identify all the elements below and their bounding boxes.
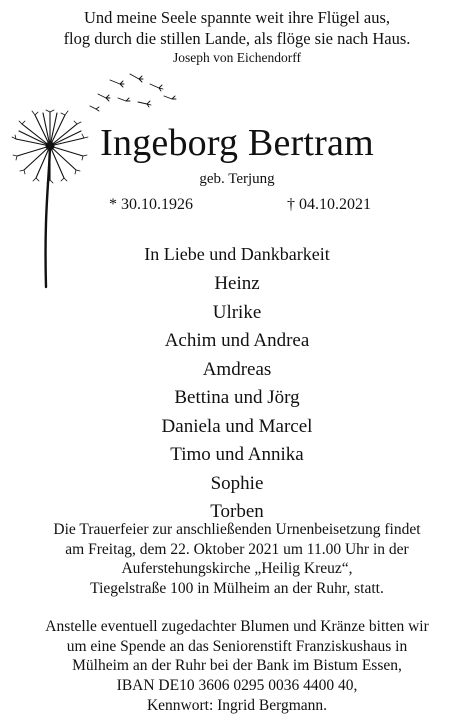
deceased-name: Ingeborg Bertram	[100, 122, 374, 164]
mourners-intro: In Liebe und Dankbarkeit	[144, 244, 330, 264]
mourners-list	[0, 270, 474, 527]
donation-line: Anstelle eventuell zugedachter Blumen und Kränze bitten wir	[45, 618, 429, 635]
funeral-line: Auferstehungskirche „Heilig Kreuz“,	[121, 560, 353, 578]
mourner-name: Achim und Andrea	[164, 330, 310, 351]
poem-line: flog durch die stillen Lande, als flöge sie nach Haus.	[63, 29, 411, 48]
mourner-name: Heinz	[214, 273, 260, 294]
donation-line: um eine Spende an das Seniorenstift Franziskushaus in	[66, 637, 408, 655]
birth-name: geb. Terjung	[199, 171, 275, 187]
death-date: † 04.10.2021	[287, 196, 371, 213]
funeral-line: Tiegelstraße 100 in Mülheim an der Ruhr, statt.	[90, 580, 384, 598]
donation-line: Mülheim an der Ruhr bei der Bank im Bistum Essen,	[72, 657, 402, 675]
mourner-name: Timo und Annika	[170, 444, 304, 465]
mourner-name: Torben	[210, 501, 264, 522]
mourner-name: Bettina und Jörg	[174, 387, 300, 408]
mourner-name: Daniela und Marcel	[161, 415, 313, 437]
mourner-name: Sophie	[210, 472, 264, 494]
poem-line: Und meine Seele spannte weit ihre Flügel aus,	[83, 8, 391, 27]
poem	[0, 7, 474, 49]
funeral-details	[0, 520, 474, 599]
donation-line: IBAN DE10 3606 0295 0036 4400 40,	[116, 677, 358, 695]
donation-request	[0, 617, 474, 716]
funeral-line: Die Trauerfeier zur anschließenden Urnenbeisetzung findet	[53, 521, 421, 538]
funeral-line: am Freitag, dem 22. Oktober 2021 um 11.00 Uhr in der	[65, 540, 409, 558]
birth-date: * 30.10.1926	[109, 196, 193, 213]
mourner-name: Ulrike	[212, 301, 262, 323]
mourner-name: Amdreas	[202, 358, 272, 380]
poem-author: Joseph von Eichendorff	[173, 50, 301, 65]
donation-line: Kennwort: Ingrid Bergmann.	[146, 696, 328, 714]
